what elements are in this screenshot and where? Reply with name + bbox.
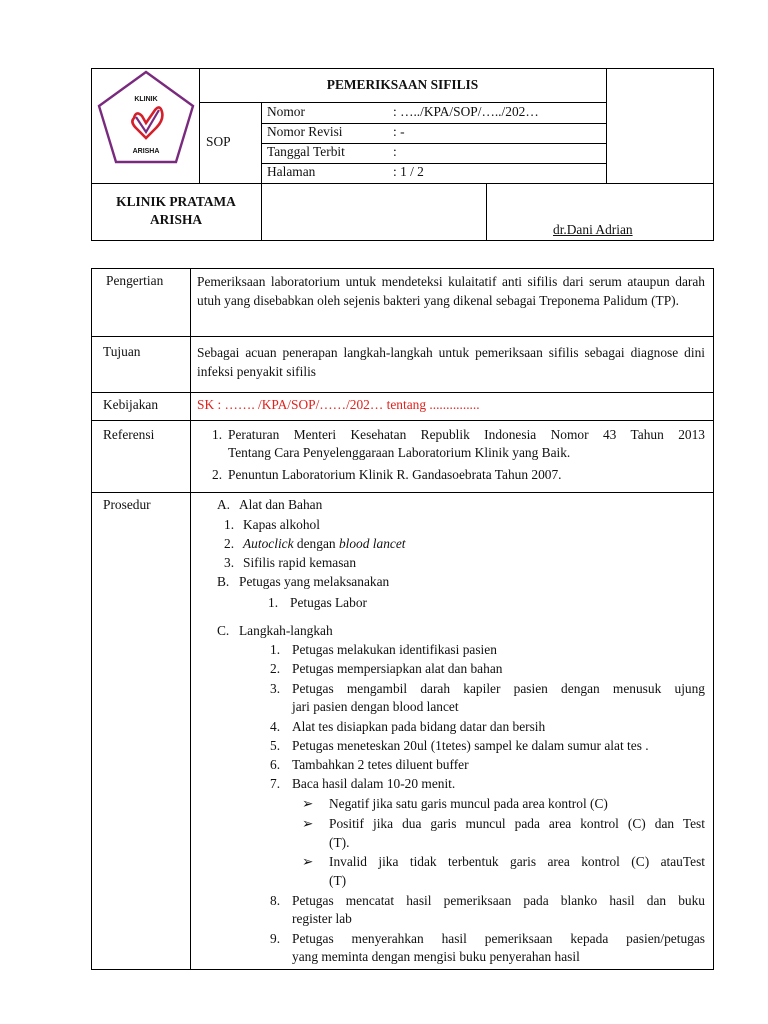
step-num: 8. bbox=[270, 893, 281, 908]
step-num: 6. bbox=[270, 757, 281, 772]
step-text: Petugas meneteskan 20ul (1tetes) sampel ke dalam sumur alat tes . bbox=[292, 738, 649, 753]
step-num: 4. bbox=[270, 719, 281, 734]
result-item: Negatif jika satu garis muncul pada area kontrol (C) bbox=[329, 796, 608, 811]
meta-value-revisi: : - bbox=[393, 124, 405, 139]
list-item-italic: Autoclick bbox=[243, 536, 294, 551]
step-text: Alat tes disiapkan pada bidang datar dan bersih bbox=[292, 719, 546, 734]
meta-value-halaman: : 1 / 2 bbox=[393, 164, 424, 179]
label-prosedur: Prosedur bbox=[103, 497, 151, 512]
section-b-letter: B. bbox=[217, 574, 230, 589]
step-text: Petugas mencatat hasil pemeriksaan pada blanko hasil dan buku bbox=[292, 893, 705, 908]
section-b-title: Petugas yang melaksanakan bbox=[239, 574, 390, 589]
step-text: Petugas mengambil darah kapiler pasien dengan menusuk ujung bbox=[292, 681, 705, 696]
list-item: Kapas alkohol bbox=[243, 517, 320, 532]
body-divider bbox=[91, 336, 714, 337]
step-num: 2. bbox=[270, 661, 281, 676]
body-divider bbox=[91, 392, 714, 393]
meta-value-tanggal: : bbox=[393, 144, 397, 159]
section-c-title: Langkah-langkah bbox=[239, 623, 333, 638]
arrow-bullet-icon: ➢ bbox=[302, 816, 314, 831]
result-item: Positif jika dua garis muncul pada area kontrol (C) dan Test bbox=[329, 816, 705, 831]
meta-label-nomor: Nomor bbox=[267, 104, 305, 119]
list-item-italic: blood lancet bbox=[338, 536, 406, 551]
step-text-cont: register lab bbox=[292, 911, 352, 926]
step-num: 5. bbox=[270, 738, 281, 753]
kebijakan-text: SK : ……. /KPA/SOP/……/202… tentang ............... bbox=[197, 397, 480, 412]
logo-bottom-text: ARISHA bbox=[132, 148, 160, 155]
list-item bbox=[243, 536, 406, 552]
list-item: Petugas Labor bbox=[290, 595, 367, 610]
list-item: Sifilis rapid kemasan bbox=[243, 555, 357, 570]
clinic-logo bbox=[96, 70, 196, 166]
referensi-item-cont: Tentang Cara Penyelenggaraan Laboratorium Klinik yang Baik. bbox=[228, 445, 571, 460]
referensi-num: 2. bbox=[212, 467, 223, 482]
clinic-name-line2: ARISHA bbox=[149, 212, 203, 227]
section-c-letter: C. bbox=[217, 623, 230, 638]
list-num: 2. bbox=[224, 536, 235, 551]
arrow-bullet-icon: ➢ bbox=[302, 854, 314, 869]
list-num: 3. bbox=[224, 555, 235, 570]
header-divider bbox=[91, 183, 714, 184]
list-num: 1. bbox=[268, 595, 279, 610]
section-a-letter: A. bbox=[217, 497, 231, 512]
step-text-cont: yang meminta dengan mengisi buku penyerahan hasil bbox=[292, 949, 580, 964]
body-divider bbox=[91, 420, 714, 421]
step-text: Baca hasil dalam 10-20 menit. bbox=[292, 776, 456, 791]
label-kebijakan: Kebijakan bbox=[103, 397, 159, 412]
step-num: 9. bbox=[270, 931, 281, 946]
list-num: 1. bbox=[224, 517, 235, 532]
meta-label-tanggal: Tanggal Terbit bbox=[267, 144, 345, 159]
step-num: 7. bbox=[270, 776, 281, 791]
header-divider bbox=[486, 183, 487, 241]
result-item-cont: (T) bbox=[329, 873, 347, 888]
result-item: Invalid jika tidak terbentuk garis area kontrol (C) atauTest bbox=[329, 854, 705, 869]
body-divider bbox=[91, 492, 714, 493]
header-divider bbox=[606, 68, 607, 183]
step-text: Petugas melakukan identifikasi pasien bbox=[292, 642, 497, 657]
referensi-num: 1. bbox=[212, 427, 223, 442]
meta-label-revisi: Nomor Revisi bbox=[267, 124, 343, 139]
page-title: PEMERIKSAAN SIFILIS bbox=[326, 77, 479, 92]
arrow-bullet-icon: ➢ bbox=[302, 796, 314, 811]
step-text: Petugas menyerahkan hasil pemeriksaan kepada pasien/petugas bbox=[292, 931, 705, 946]
tujuan-text: Sebagai acuan penerapan langkah-langkah untuk pemeriksaan sifilis sebagai diagnose dini infeksi penyakit sifilis bbox=[197, 345, 705, 379]
signatory-name: dr.Dani Adrian bbox=[553, 222, 633, 237]
label-referensi: Referensi bbox=[103, 427, 155, 442]
referensi-item: Penuntun Laboratorium Klinik R. Gandasoebrata Tahun 2007. bbox=[228, 467, 562, 482]
step-text: Petugas mempersiapkan alat dan bahan bbox=[292, 661, 503, 676]
section-a-title: Alat dan Bahan bbox=[239, 497, 323, 512]
body-divider bbox=[190, 268, 191, 970]
referensi-item: Peraturan Menteri Kesehatan Republik Indonesia Nomor 43 Tahun 2013 bbox=[228, 427, 705, 442]
meta-value-nomor: : …../KPA/SOP/…../202… bbox=[393, 104, 539, 119]
step-num: 1. bbox=[270, 642, 281, 657]
sop-label: SOP bbox=[206, 134, 231, 149]
logo-top-text: KLINIK bbox=[134, 96, 158, 103]
label-pengertian: Pengertian bbox=[106, 273, 164, 288]
step-text: Tambahkan 2 tetes diluent buffer bbox=[292, 757, 469, 772]
list-item-mid: dengan bbox=[293, 536, 339, 551]
clinic-name-line1: KLINIK PRATAMA bbox=[116, 194, 236, 209]
pengertian-text: Pemeriksaan laboratorium untuk mendeteksi kulaitatif anti sifilis dari serum ataupun darah utuh yang disebabkan oleh sejenis bakteri yang dikenal sebagai Treponema Palidum (TP). bbox=[197, 274, 705, 308]
meta-label-halaman: Halaman bbox=[267, 164, 316, 179]
label-tujuan: Tujuan bbox=[103, 344, 141, 359]
step-num: 3. bbox=[270, 681, 281, 696]
step-text-cont: jari pasien dengan blood lancet bbox=[292, 699, 459, 714]
result-item-cont: (T). bbox=[329, 835, 350, 850]
